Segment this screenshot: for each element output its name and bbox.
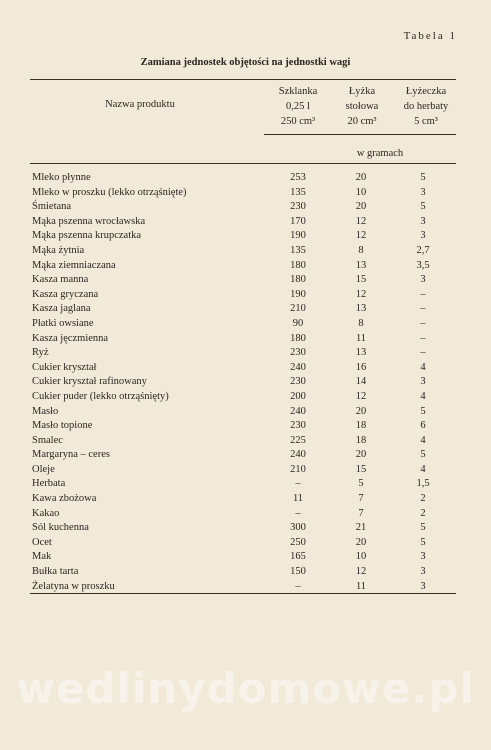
table-row: [0, 390, 491, 405]
tablespoon-grams: 12: [355, 288, 367, 300]
glass-grams: 240: [290, 449, 306, 461]
tablespoon-grams: 8: [358, 244, 364, 256]
product-name: Kawa zbożowa: [32, 493, 97, 505]
tablespoon-grams: 8: [358, 317, 364, 329]
tablespoon-grams: 20: [355, 201, 367, 213]
teaspoon-grams: 4: [420, 463, 426, 475]
tablespoon-grams: 16: [355, 361, 367, 373]
glass-grams: 200: [290, 390, 306, 402]
glass-grams: 253: [290, 172, 306, 183]
teaspoon-grams: –: [420, 288, 426, 300]
tablespoon-grams: 15: [355, 274, 367, 286]
table-row: [0, 361, 491, 376]
table-row: [0, 550, 491, 565]
tablespoon-grams: 12: [355, 566, 367, 578]
table-row: [0, 186, 491, 201]
tablespoon-grams: 12: [355, 230, 367, 242]
table-row: [0, 259, 491, 274]
product-name: Kasza jaglana: [32, 303, 91, 315]
glass-grams: 210: [290, 303, 306, 315]
table-row: [0, 405, 491, 420]
glass-grams: 240: [290, 405, 306, 417]
table-row: [0, 477, 491, 492]
header-tablespoon-line2: stołowa: [345, 101, 379, 112]
table-row: [0, 302, 491, 317]
product-name: Kakao: [32, 507, 60, 519]
table-row: [0, 200, 491, 215]
unit-label: w gramach: [356, 148, 404, 159]
table-label: Tabela 1: [403, 30, 457, 42]
header-teaspoon-line2: do herbaty: [403, 101, 449, 112]
product-name: Herbata: [32, 478, 66, 490]
table-row: [0, 521, 491, 536]
teaspoon-grams: 5: [420, 449, 426, 461]
glass-grams: 230: [290, 376, 306, 388]
tablespoon-grams: 7: [358, 493, 364, 505]
table-body: [0, 171, 491, 594]
header-bottom-rule: [30, 163, 456, 164]
glass-grams: 180: [290, 274, 306, 286]
table-row: [0, 244, 491, 259]
teaspoon-grams: 3: [420, 566, 426, 578]
header-glass: [262, 84, 334, 129]
glass-grams: 230: [290, 420, 306, 432]
glass-grams: 230: [290, 347, 306, 359]
glass-grams: 135: [290, 244, 306, 256]
product-name: Mąka żytnia: [32, 244, 85, 256]
table-row: [0, 492, 491, 507]
glass-grams: 240: [290, 361, 306, 373]
product-name: Mąka pszenna wrocławska: [32, 215, 146, 227]
header-glass-line2: 0,25 l: [286, 101, 310, 112]
tablespoon-grams: 14: [355, 376, 367, 388]
tablespoon-grams: 11: [355, 580, 367, 592]
product-name: Cukier puder (lekko otrząśnięty): [32, 390, 169, 402]
teaspoon-grams: 3: [420, 186, 426, 198]
glass-grams: –: [295, 478, 301, 490]
glass-grams: 230: [290, 201, 306, 213]
tablespoon-grams: 18: [355, 420, 367, 432]
tablespoon-grams: 7: [358, 507, 364, 519]
teaspoon-grams: 3: [420, 376, 426, 388]
product-name: Oleje: [32, 463, 55, 475]
table-row: [0, 332, 491, 347]
glass-grams: 300: [290, 522, 306, 534]
table-row: [0, 434, 491, 449]
tablespoon-grams: 20: [355, 405, 367, 417]
product-name: Śmietana: [32, 201, 72, 213]
table-row: [0, 171, 491, 186]
product-name: Żelatyna w proszku: [32, 580, 115, 592]
product-name: Masło: [32, 405, 59, 417]
header-glass-line3: 250 cm³: [280, 116, 316, 127]
glass-grams: 90: [292, 317, 304, 329]
watermark-text: wedlinydomowe.pl: [16, 664, 475, 713]
teaspoon-grams: –: [420, 303, 426, 315]
product-name: Ocet: [32, 536, 52, 548]
teaspoon-grams: 4: [420, 390, 426, 402]
glass-grams: 135: [290, 186, 306, 198]
header-tablespoon-line1: Łyżka: [348, 86, 376, 97]
product-name: Masło topione: [32, 420, 93, 432]
glass-grams: 225: [290, 434, 306, 446]
teaspoon-grams: 5: [420, 201, 426, 213]
teaspoon-grams: 5: [420, 405, 426, 417]
teaspoon-grams: 2,7: [416, 244, 430, 256]
table-row: [0, 507, 491, 522]
table-row: [0, 463, 491, 478]
glass-grams: 180: [290, 332, 306, 344]
product-name: Kasza gryczana: [32, 288, 99, 300]
teaspoon-grams: 3,5: [416, 259, 430, 271]
tablespoon-grams: 15: [355, 463, 367, 475]
tablespoon-grams: 13: [355, 259, 367, 271]
glass-grams: 11: [292, 493, 304, 505]
product-name: Sól kuchenna: [32, 522, 89, 534]
product-name: Margaryna – ceres: [32, 449, 110, 461]
tablespoon-grams: 20: [355, 449, 367, 461]
table-title: Zamiana jednostek objętości na jednostki wagi: [140, 57, 351, 68]
product-name: Płatki owsiane: [32, 317, 94, 329]
teaspoon-grams: 4: [420, 361, 426, 373]
teaspoon-grams: 5: [420, 172, 426, 183]
product-name: Mleko w proszku (lekko otrząśnięte): [32, 186, 187, 198]
glass-grams: 190: [290, 288, 306, 300]
tablespoon-grams: 20: [355, 536, 367, 548]
table-row: [0, 419, 491, 434]
header-tablespoon-line3: 20 cm³: [347, 116, 377, 127]
table-row: [0, 229, 491, 244]
teaspoon-grams: 3: [420, 230, 426, 242]
glass-grams: 250: [290, 536, 306, 548]
header-product-name: Nazwa produktu: [105, 99, 175, 110]
product-name: Kasza manna: [32, 274, 89, 286]
product-name: Bułka tarta: [32, 566, 79, 578]
tablespoon-grams: 10: [355, 551, 367, 563]
product-name: Cukier kryształ rafinowany: [32, 376, 147, 388]
teaspoon-grams: –: [420, 317, 426, 329]
header-top-rule: [30, 79, 456, 80]
tablespoon-grams: 12: [355, 215, 367, 227]
glass-grams: 180: [290, 259, 306, 271]
teaspoon-grams: 5: [420, 522, 426, 534]
tablespoon-grams: 13: [355, 303, 367, 315]
teaspoon-grams: –: [420, 332, 426, 344]
glass-grams: 165: [290, 551, 306, 563]
product-name: Kasza jęczmienna: [32, 332, 109, 344]
table-row: [0, 215, 491, 230]
glass-grams: 190: [290, 230, 306, 242]
teaspoon-grams: 5: [420, 536, 426, 548]
table-row: [0, 536, 491, 551]
glass-grams: 170: [290, 215, 306, 227]
product-name: Cukier kryształ: [32, 361, 97, 373]
teaspoon-grams: 3: [420, 274, 426, 286]
teaspoon-grams: 3: [420, 551, 426, 563]
product-name: Ryż: [32, 347, 49, 359]
header-glass-line1: Szklanka: [278, 86, 318, 97]
tablespoon-grams: 13: [355, 347, 367, 359]
glass-grams: –: [295, 507, 301, 519]
product-name: Mleko płynne: [32, 172, 91, 183]
teaspoon-grams: 2: [420, 493, 426, 505]
teaspoon-grams: 4: [420, 434, 426, 446]
product-name: Smalec: [32, 434, 63, 446]
product-name: Mąka pszenna krupczatka: [32, 230, 142, 242]
tablespoon-grams: 5: [358, 478, 364, 490]
table-bottom-rule: [30, 593, 456, 594]
tablespoon-grams: 21: [355, 522, 367, 534]
tablespoon-grams: 18: [355, 434, 367, 446]
table-row: [0, 288, 491, 303]
teaspoon-grams: 3: [420, 215, 426, 227]
teaspoon-grams: 1,5: [416, 478, 430, 490]
table-row: [0, 565, 491, 580]
table-row: [0, 346, 491, 361]
tablespoon-grams: 12: [355, 390, 367, 402]
product-name: Mak: [32, 551, 52, 563]
glass-grams: 150: [290, 566, 306, 578]
tablespoon-grams: 10: [355, 186, 367, 198]
header-teaspoon: [388, 84, 464, 129]
teaspoon-grams: –: [420, 347, 426, 359]
table-row: [0, 375, 491, 390]
teaspoon-grams: 3: [420, 580, 426, 592]
tablespoon-grams: 11: [355, 332, 367, 344]
header-teaspoon-line1: Łyżeczka: [405, 86, 447, 97]
table-row: [0, 317, 491, 332]
header-teaspoon-line3: 5 cm³: [414, 116, 438, 127]
product-name: Mąka ziemniaczana: [32, 259, 116, 271]
header-unit-rule: [264, 134, 456, 135]
glass-grams: 210: [290, 463, 306, 475]
tablespoon-grams: 20: [355, 172, 367, 183]
table-row: [0, 448, 491, 463]
teaspoon-grams: 2: [420, 507, 426, 519]
table-row: [0, 273, 491, 288]
teaspoon-grams: 6: [420, 420, 426, 432]
glass-grams: –: [295, 580, 301, 592]
